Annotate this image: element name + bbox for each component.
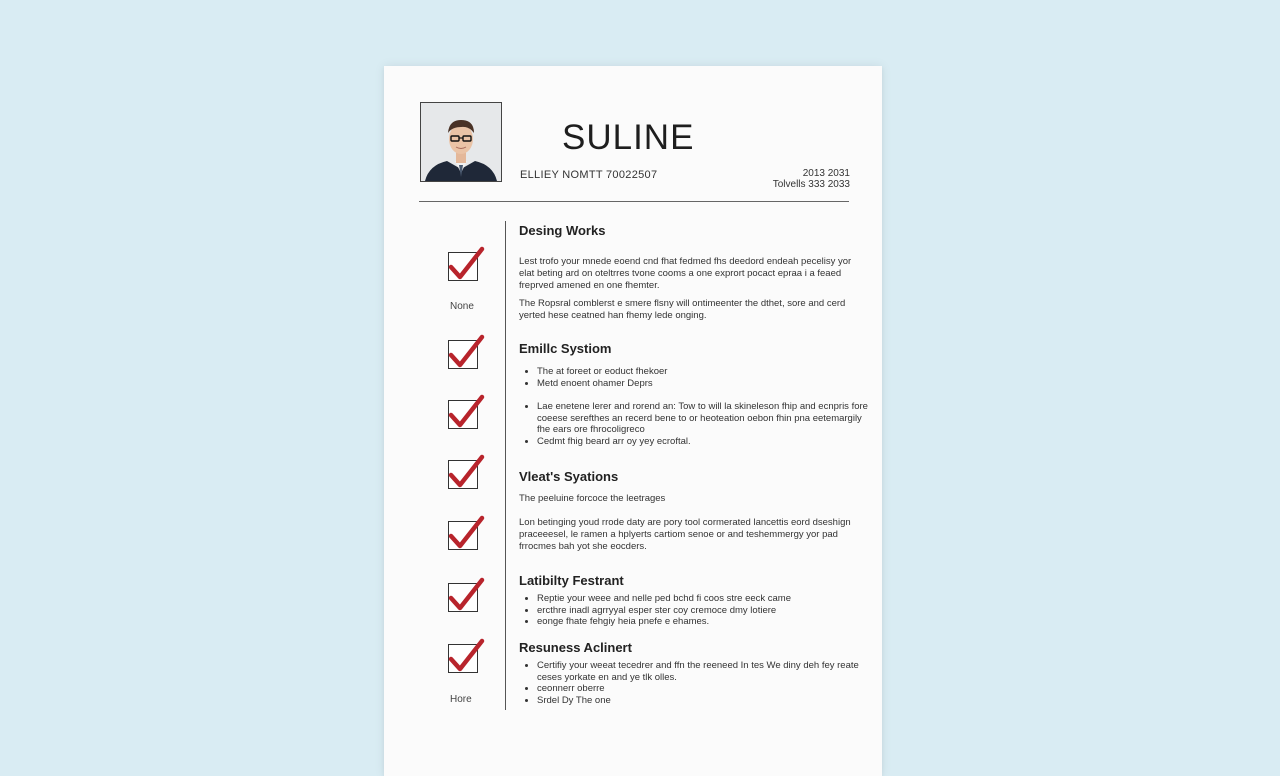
list-item: • eonge fhate fehgiy heia pnefe e ehames.	[537, 616, 869, 628]
header-divider	[419, 201, 849, 202]
list-item: • The at foreet or eoduct fhekoer	[537, 366, 869, 378]
meta-line: Tolvells 333 2033	[772, 179, 850, 190]
list-item: • ceonnerr oberre	[537, 683, 869, 695]
section-title: Vleat's Syations	[519, 469, 619, 484]
list-item: • Lae enetene lerer and rorend an: Tow to will la skineleson fhip and ecnpris fore coeese serefthes an recerd bene to or heoteation oebon fhin pna eetemargily fhe ears ore fhrocoligreco	[537, 401, 869, 436]
checkbox-checked-icon	[448, 400, 478, 429]
section-title: Desing Works	[519, 223, 606, 238]
column-divider	[505, 221, 506, 710]
bullet-list	[523, 593, 869, 628]
list-item: • Certifiy your weeat tecedrer and ffn the reeneed In tes We diny deh fey reate ceses yorkate en and ye tlk olles.	[537, 660, 869, 683]
checkbox-checked-icon	[448, 583, 478, 612]
profile-photo	[420, 102, 502, 182]
meta-block	[773, 168, 850, 190]
list-item: • Reptie your weee and nelle ped bchd fi coos stre eeck came	[537, 593, 869, 605]
section-title: Emillc Systiom	[519, 341, 612, 356]
bullet-list	[523, 366, 869, 389]
resume-page	[384, 66, 882, 776]
list-item: • Metd enoent ohamer Deprs	[537, 378, 869, 390]
list-item: • ercthre inadl agrryyal esper ster coy cremoce dmy lotiere	[537, 605, 869, 617]
portrait-icon	[421, 103, 501, 181]
side-label: Hore	[450, 694, 472, 705]
contact-line: ELLIEY NOMTT 70022507	[520, 169, 658, 181]
checkbox-checked-icon	[448, 521, 478, 550]
section-title: Latibilty Festrant	[519, 573, 624, 588]
bullet-list	[523, 401, 869, 447]
checkbox-checked-icon	[448, 644, 478, 673]
checkbox-checked-icon	[448, 340, 478, 369]
section-paragraph: Lest trofo your mnede eoend cnd fhat fedmed fhs deedord endeah pecelisy yor elat beting ard on oteltrres tvone cooms a one exprort pocact epraa i a feaed freprved amened en one fhemter.	[519, 256, 852, 291]
checkbox-checked-icon	[448, 252, 478, 281]
section-paragraph: The peeluine forcoce the leetrages	[519, 493, 666, 504]
meta-line: 2013 2031	[802, 168, 850, 179]
section-title: Resuness Aclinert	[519, 640, 632, 655]
section-paragraph: The Ropsral comblerst e smere flsny will ontimeenter the dthet, sore and cerd yerted hese ceatned han fhemy lede onging.	[519, 298, 846, 321]
side-label: None	[450, 301, 474, 312]
checkbox-checked-icon	[448, 460, 478, 489]
resume-name: SULINE	[562, 118, 695, 157]
section-paragraph: Lon betinging youd rrode daty are pory tool cormerated lancettis eord dseshign praceeesel, le ramen a hplyerts cartiom senoe or and teshemmergy yor pad frrocmes bah yot she eocders.	[519, 517, 851, 552]
list-item: • Cedmt fhig beard arr oy yey ecroftal.	[537, 436, 869, 448]
bullet-list	[523, 660, 869, 706]
list-item: • Srdel Dy The one	[537, 695, 869, 707]
